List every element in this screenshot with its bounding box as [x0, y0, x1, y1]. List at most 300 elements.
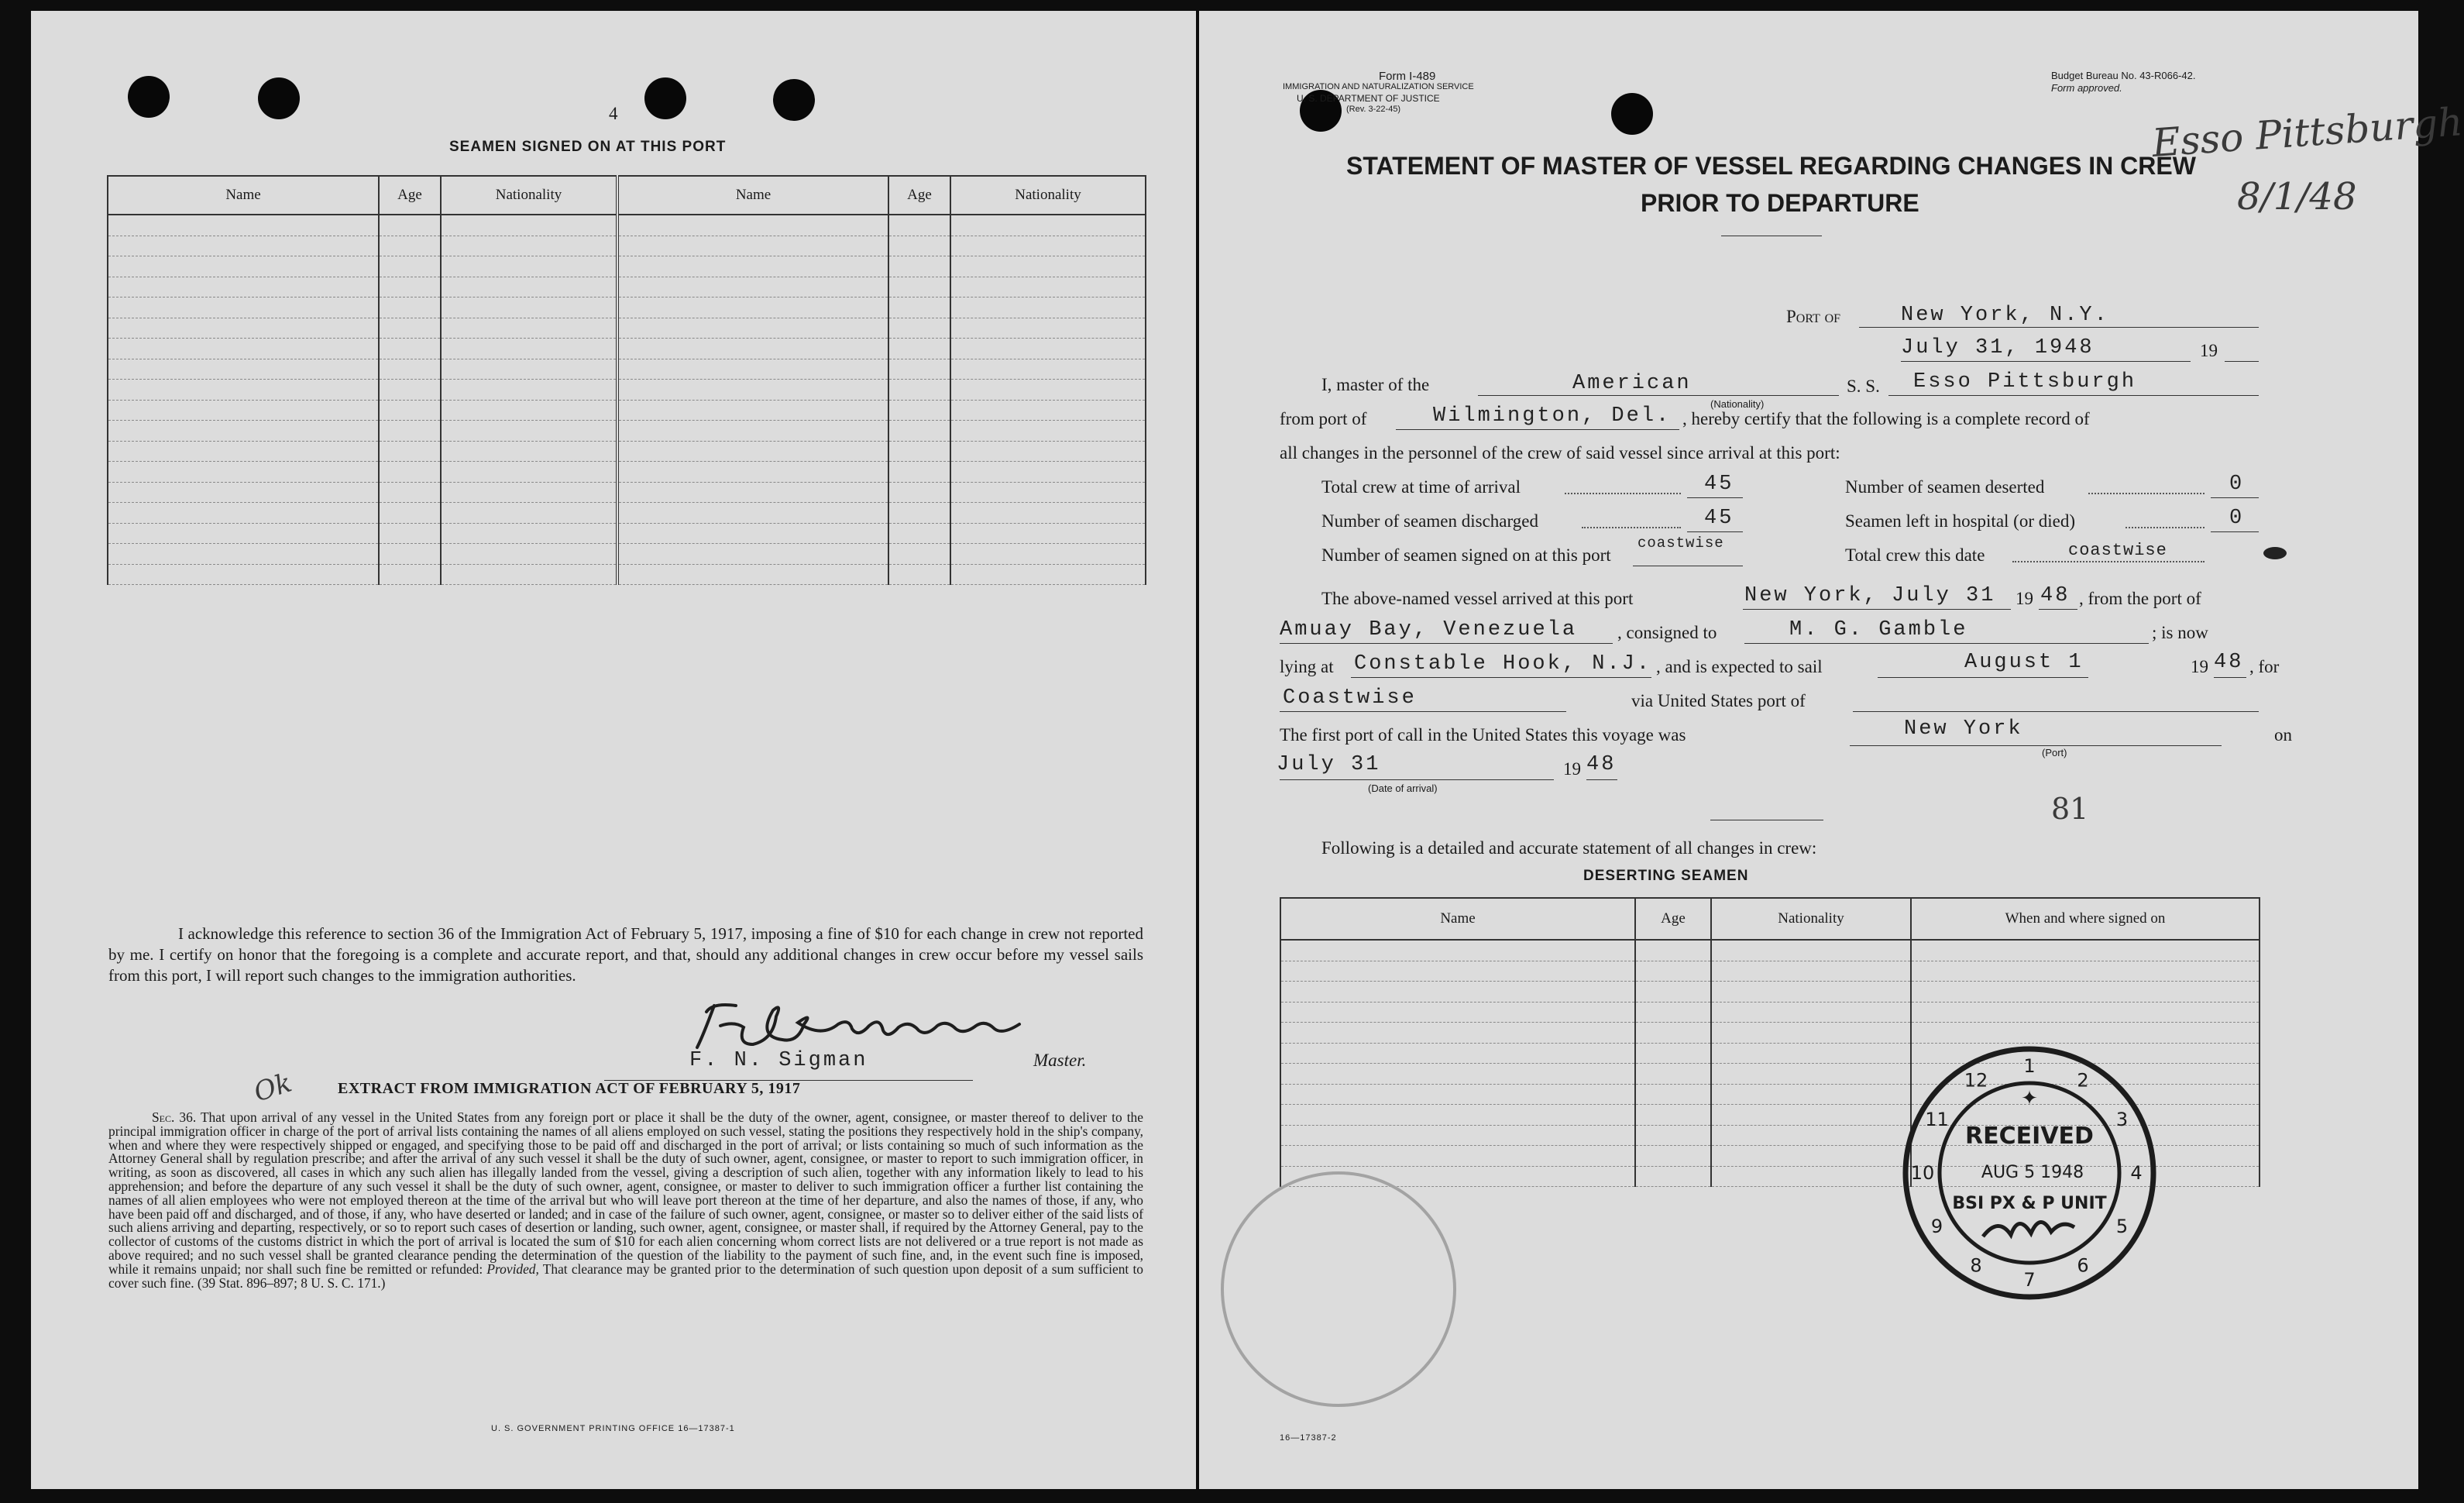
svg-text:✦: ✦: [2021, 1087, 2038, 1110]
stamp-digit: 12: [1964, 1069, 1988, 1092]
stamp-received-text: RECEIVED: [1965, 1123, 2094, 1150]
table-cell[interactable]: [1711, 1023, 1911, 1044]
column-header-nationality: Nationality: [1711, 898, 1911, 940]
from-the-port-label: , from the port of: [2079, 589, 2201, 608]
table-row: [108, 380, 1146, 401]
from-port-line: [1396, 429, 1679, 430]
is-now-label: ; is now: [2152, 623, 2208, 642]
arrived-year-line: [2039, 609, 2077, 610]
table-cell[interactable]: [1635, 1125, 1711, 1146]
table-cell[interactable]: [1635, 1084, 1711, 1105]
table-cell[interactable]: [441, 482, 617, 503]
column-header-nationality: Nationality: [950, 176, 1146, 215]
table-cell[interactable]: [1911, 961, 2260, 982]
table-row: [108, 339, 1146, 359]
table-cell[interactable]: [617, 441, 888, 462]
nationality-line: [1478, 395, 1839, 396]
page-number: 4: [609, 104, 618, 123]
leader-dots: [2012, 561, 2205, 562]
table-cell[interactable]: [379, 256, 441, 277]
table-cell[interactable]: [379, 544, 441, 565]
column-header-name: Name: [108, 176, 379, 215]
table-cell[interactable]: [1635, 1023, 1711, 1044]
port-line: [1859, 327, 2259, 328]
table-cell[interactable]: [950, 400, 1146, 421]
table-cell[interactable]: [379, 564, 441, 585]
nationality-value: American: [1572, 372, 1692, 395]
table-cell[interactable]: [1635, 1002, 1711, 1023]
column-header-name: Name: [617, 176, 888, 215]
sail-date-line: [1878, 677, 2088, 678]
table-cell[interactable]: [888, 256, 950, 277]
leader-dots: [1582, 527, 1681, 528]
table-cell[interactable]: [617, 482, 888, 503]
table-cell[interactable]: [379, 441, 441, 462]
leader-dots: [2126, 527, 2205, 528]
page-mark: 81: [2051, 792, 2089, 826]
table-cell[interactable]: [950, 236, 1146, 256]
origin-port: Amuay Bay, Venezuela: [1280, 618, 1578, 641]
table-cell[interactable]: [950, 441, 1146, 462]
seamen-signed-rows: [108, 215, 1146, 585]
table-cell[interactable]: [1280, 1064, 1635, 1085]
table-cell[interactable]: [1711, 1043, 1911, 1064]
table-cell[interactable]: [379, 523, 441, 544]
agency-line-1: IMMIGRATION AND NATURALIZATION SERVICE: [1283, 82, 1474, 91]
stamp-digit: 6: [2077, 1254, 2089, 1277]
seamen-discharged-label: Number of seamen discharged: [1321, 511, 1538, 531]
table-cell[interactable]: [379, 298, 441, 318]
table-cell[interactable]: [108, 256, 379, 277]
seamen-signed-heading: SEAMEN SIGNED ON AT THIS PORT: [449, 139, 727, 155]
table-cell[interactable]: [950, 277, 1146, 298]
on-label: on: [2274, 725, 2292, 745]
leader-dots: [2088, 493, 2205, 494]
table-cell[interactable]: [950, 256, 1146, 277]
sail-date: August 1: [1964, 651, 2084, 674]
port-value: New York, N.Y.: [1901, 304, 2109, 327]
table-cell[interactable]: [888, 400, 950, 421]
expected-label: , and is expected to sail: [1656, 657, 1823, 676]
faint-stamp-impression: [1277, 1173, 1455, 1390]
table-cell[interactable]: [617, 298, 888, 318]
table-cell[interactable]: [108, 503, 379, 524]
table-cell[interactable]: [888, 544, 950, 565]
stamp-digit: 5: [2115, 1216, 2129, 1237]
leader-dots: [1565, 493, 1681, 494]
form-number: Form I-489: [1379, 70, 1436, 83]
table-cell[interactable]: [108, 421, 379, 442]
following-text: Following is a detailed and accurate statement of all changes in crew:: [1321, 838, 1817, 858]
table-cell[interactable]: [108, 236, 379, 256]
table-cell[interactable]: [1635, 1064, 1711, 1085]
table-cell[interactable]: [1280, 1146, 1635, 1167]
table-cell[interactable]: [950, 564, 1146, 585]
table-cell[interactable]: [108, 298, 379, 318]
master-label: Master.: [1033, 1051, 1087, 1070]
table-cell[interactable]: [888, 503, 950, 524]
table-row: [108, 318, 1146, 339]
table-cell[interactable]: [617, 564, 888, 585]
table-cell[interactable]: [617, 503, 888, 524]
arrival-year-line: [1586, 779, 1617, 780]
date-of-arrival-caption: (Date of arrival): [1368, 782, 1438, 794]
table-cell[interactable]: [1280, 1002, 1635, 1023]
table-cell[interactable]: [888, 318, 950, 339]
table-cell[interactable]: [1711, 1125, 1911, 1146]
deserting-seamen-heading: DESERTING SEAMEN: [1583, 868, 1749, 884]
table-cell[interactable]: [379, 215, 441, 236]
extract-section: Sec. 36.: [152, 1109, 197, 1125]
seamen-deserted-value: 0: [2229, 473, 2245, 496]
total-crew-arrival-line: [1687, 497, 1743, 498]
table-row: [108, 400, 1146, 421]
port-label: Port of: [1786, 307, 1841, 326]
table-cell[interactable]: [441, 380, 617, 401]
table-cell[interactable]: [441, 339, 617, 359]
table-cell[interactable]: [379, 236, 441, 256]
table-cell[interactable]: [950, 359, 1146, 380]
via-label: via United States port of: [1631, 691, 1806, 710]
column-header-age: Age: [1635, 898, 1711, 940]
table-cell[interactable]: [888, 298, 950, 318]
table-cell[interactable]: [441, 256, 617, 277]
left-hospital-line: [2211, 531, 2259, 532]
left-hospital-label: Seamen left in hospital (or died): [1845, 511, 2076, 531]
table-cell[interactable]: [441, 503, 617, 524]
form-approved: Form approved.: [2051, 82, 2122, 94]
printer-imprint: 16—17387-2: [1280, 1433, 1337, 1443]
table-cell[interactable]: [1711, 1146, 1911, 1167]
stamp-digit: 3: [2115, 1109, 2129, 1130]
column-header-nationality: Nationality: [441, 176, 617, 215]
received-stamp: [1882, 1034, 2177, 1312]
table-cell[interactable]: [108, 441, 379, 462]
table-cell[interactable]: [1911, 1002, 2260, 1023]
seamen-deserted-line: [2211, 497, 2259, 498]
seamen-signed-table: [107, 175, 1146, 585]
table-cell[interactable]: [1635, 961, 1711, 982]
handwritten-vessel-name: Esso Pittsburgh: [2150, 99, 2464, 166]
table-cell[interactable]: [379, 462, 441, 483]
table-cell[interactable]: [888, 523, 950, 544]
table-cell[interactable]: [888, 359, 950, 380]
lying-at-line: [1351, 677, 1651, 678]
column-header-name: Name: [1280, 898, 1635, 940]
table-cell[interactable]: [1280, 1125, 1635, 1146]
agency-line-2: U. S. DEPARTMENT OF JUSTICE: [1297, 93, 1440, 104]
table-cell[interactable]: [1635, 1166, 1711, 1187]
deserting-header-row: [1280, 898, 2260, 940]
table-cell[interactable]: [108, 318, 379, 339]
destination-line: [1280, 711, 1566, 712]
sail-year-line: [2214, 677, 2246, 678]
table-cell[interactable]: [1711, 1105, 1911, 1126]
arrived-date: July 31: [1892, 584, 1996, 607]
table-cell[interactable]: [617, 421, 888, 442]
table-cell[interactable]: [888, 564, 950, 585]
table-cell[interactable]: [441, 359, 617, 380]
table-row: [108, 236, 1146, 256]
date-value: July 31, 1948: [1901, 336, 2095, 359]
arrived-port: New York,: [1744, 584, 1878, 607]
table-row: [108, 441, 1146, 462]
table-cell[interactable]: [1911, 940, 2260, 961]
table-cell[interactable]: [108, 380, 379, 401]
lying-at-label: lying at: [1280, 657, 1334, 676]
lying-at-value: Constable Hook, N.J.: [1354, 652, 1652, 676]
table-cell[interactable]: [1280, 1023, 1635, 1044]
vessel-name: Esso Pittsburgh: [1913, 370, 2137, 394]
stamp-digit: 8: [1970, 1254, 1982, 1277]
table-cell[interactable]: [950, 544, 1146, 565]
table-cell[interactable]: [950, 503, 1146, 524]
table-cell[interactable]: [108, 400, 379, 421]
table-cell[interactable]: [379, 421, 441, 442]
arrived-year-prefix: 19: [2016, 589, 2033, 608]
printer-imprint: U. S. GOVERNMENT PRINTING OFFICE 16—17387-1: [491, 1424, 735, 1433]
sail-year-prefix: 19: [2191, 657, 2208, 676]
table-cell[interactable]: [441, 523, 617, 544]
table-cell[interactable]: [950, 482, 1146, 503]
extract-body: That upon arrival of any vessel in the United States from any foreign port or place it shall be the duty of the owner, agent, consignee, or master thereof to deliver to the principal immigration officer in charge of the port of arrival lists containing the names of all aliens employed on such vessel, stating the positions they respectively hold in the ship's company, when and where they were respectively shipped or engaged, and specifying those to be paid off and discharged in the port of arrival; or lists containing so much of such information as the Attorney General shall by regulation prescribe; and after the arrival of any such vessel it shall be the duty of such owner, agent, consignee, or master to report to such immigration officer, in writing, as soon as discovered, all cases in which any such alien has illegally landed from the vessel, giving a description of such alien, together with any information likely to lead to his apprehension; and before the departure of any such vessel it shall be the duty of such owner, agent, consignee, or master to deliver to such immigration officer a further list containing the names of all alien employees who were not employed thereon at the time of the arrival but who will leave port thereon at the time of her departure, and also the names of those, if any, who have been paid off and discharged, and of those, if any, who have deserted or landed; and in case of the failure of such owner, agent, consignee, or master so to deliver either of the said lists of such aliens arriving and departing, respectively, or so to report such cases of desertion or landing, such owner, agent, consignee, or master shall, if required by the Attorney General, pay to the collector of customs of the customs district in which the port of arrival is located the sum of $10 for each alien concerning whom correct lists are not delivered or a true report is not made as above required; and no such vessel shall be granted clearance pending the determination of the question of the liability to the payment of such fine, and, in the event such fine is imposed, while it remains unpaid; nor shall such fine be remitted or refunded:: [108, 1109, 1143, 1277]
table-cell[interactable]: [1711, 940, 1911, 961]
table-cell[interactable]: [1635, 940, 1711, 961]
arrival-year: 48: [1586, 753, 1617, 776]
form-title-line-1: STATEMENT OF MASTER OF VESSEL REGARDING CHANGES IN CREW: [1346, 152, 2196, 180]
arrival-date-line: [1280, 779, 1554, 780]
table-cell[interactable]: [1280, 1084, 1635, 1105]
table-cell[interactable]: [108, 564, 379, 585]
extract-end: That clearance may be granted prior to the determination of such question upon deposit of a sum sufficient to cover such fine. (39 Stat. 896–897; 8 U. S. C. 171.): [108, 1261, 1143, 1291]
table-cell[interactable]: [888, 215, 950, 236]
table-cell[interactable]: [1711, 1166, 1911, 1187]
table-row: [108, 462, 1146, 483]
signed-on-label: Number of seamen signed on at this port: [1321, 545, 1611, 565]
table-cell[interactable]: [379, 380, 441, 401]
table-cell[interactable]: [1635, 1146, 1711, 1167]
consignee-line: [1744, 643, 2149, 644]
table-cell[interactable]: [1280, 961, 1635, 982]
table-cell[interactable]: [888, 380, 950, 401]
table-cell[interactable]: [1635, 1105, 1711, 1126]
table-cell[interactable]: [888, 482, 950, 503]
table-cell[interactable]: [441, 544, 617, 565]
table-cell[interactable]: [950, 462, 1146, 483]
table-cell[interactable]: [950, 339, 1146, 359]
seamen-deserted-label: Number of seamen deserted: [1845, 477, 2045, 497]
port-caption: (Port): [2042, 747, 2067, 758]
ink-blot: [2263, 547, 2287, 559]
table-cell[interactable]: [441, 298, 617, 318]
budget-bureau-number: Budget Bureau No. 43-R066-42.: [2051, 70, 2196, 81]
master-signature: [666, 989, 1069, 1058]
table-cell[interactable]: [108, 215, 379, 236]
table-row: [108, 523, 1146, 544]
table-cell[interactable]: [108, 339, 379, 359]
table-cell[interactable]: [950, 215, 1146, 236]
table-cell[interactable]: [1280, 1105, 1635, 1126]
table-cell[interactable]: [379, 359, 441, 380]
table-row: [1280, 940, 2260, 961]
table-cell[interactable]: [108, 544, 379, 565]
table-cell[interactable]: [617, 277, 888, 298]
punch-hole: [258, 77, 300, 119]
consignee: M. G. Gamble: [1789, 618, 1968, 641]
extract-text: [108, 1111, 1143, 1290]
table-cell[interactable]: [950, 298, 1146, 318]
table-row: [108, 359, 1146, 380]
total-crew-date-value: coastwise: [2068, 541, 2167, 560]
extract-provided: Provided,: [486, 1261, 539, 1277]
first-port-text: The first port of call in the United States this voyage was: [1280, 725, 1686, 745]
table-cell[interactable]: [441, 400, 617, 421]
table-cell[interactable]: [1635, 982, 1711, 1003]
table-cell[interactable]: [617, 256, 888, 277]
table-cell[interactable]: [617, 400, 888, 421]
table-cell[interactable]: [888, 236, 950, 256]
table-cell[interactable]: [1711, 1002, 1911, 1023]
date-line: [1901, 361, 2191, 362]
date-century: 19: [2200, 341, 2218, 360]
table-row: [108, 277, 1146, 298]
table-cell[interactable]: [441, 462, 617, 483]
table-cell[interactable]: [1711, 1084, 1911, 1105]
table-cell[interactable]: [888, 277, 950, 298]
table-cell[interactable]: [617, 318, 888, 339]
date-year-line: [2225, 361, 2259, 362]
table-cell[interactable]: [108, 277, 379, 298]
table-cell[interactable]: [1280, 1043, 1635, 1064]
stamp-date-text: AUG 5 1948: [1981, 1163, 2084, 1182]
table-cell[interactable]: [379, 339, 441, 359]
typed-master-name: F. N. Sigman: [689, 1049, 868, 1072]
left-hospital-value: 0: [2229, 507, 2245, 530]
column-header-when-where: When and where signed on: [1911, 898, 2260, 940]
stamp-digit: 4: [2130, 1162, 2143, 1184]
stamp-digit: 7: [2023, 1269, 2036, 1291]
sail-year: 48: [2214, 651, 2244, 674]
table-cell[interactable]: [950, 523, 1146, 544]
form-revision: (Rev. 3-22-45): [1346, 105, 1401, 114]
table-cell[interactable]: [888, 441, 950, 462]
table-row: [108, 564, 1146, 585]
table-cell[interactable]: [1635, 1043, 1711, 1064]
form-title-line-2: PRIOR TO DEPARTURE: [1641, 189, 1919, 217]
table-row: [108, 421, 1146, 442]
master-of-label: I, master of the: [1321, 375, 1430, 394]
table-cell[interactable]: [1911, 982, 2260, 1003]
punch-hole: [128, 76, 170, 118]
table-cell[interactable]: [108, 462, 379, 483]
table-row: [108, 503, 1146, 524]
stamp-digit: 9: [1930, 1216, 1943, 1237]
table-cell[interactable]: [1711, 961, 1911, 982]
table-cell[interactable]: [1711, 1064, 1911, 1085]
table-cell[interactable]: [441, 421, 617, 442]
seamen-signed-header-row: [108, 176, 1146, 215]
table-row: [108, 256, 1146, 277]
table-cell[interactable]: [441, 318, 617, 339]
table-cell[interactable]: [617, 359, 888, 380]
certify-text: , hereby certify that the following is a complete record of: [1682, 409, 2090, 428]
table-cell[interactable]: [108, 482, 379, 503]
via-line: [1853, 711, 2259, 712]
arrived-text: The above-named vessel arrived at this port: [1321, 589, 1634, 608]
table-cell[interactable]: [379, 503, 441, 524]
table-row: [108, 215, 1146, 236]
table-cell[interactable]: [1711, 982, 1911, 1003]
table-cell[interactable]: [950, 421, 1146, 442]
table-cell[interactable]: [441, 215, 617, 236]
vessel-line: [1888, 395, 2259, 396]
table-cell[interactable]: [379, 318, 441, 339]
table-cell[interactable]: [950, 318, 1146, 339]
total-crew-arrival-label: Total crew at time of arrival: [1321, 477, 1521, 497]
stamp-unit-text: BSI PX & P UNIT: [1952, 1194, 2107, 1213]
table-row: [108, 544, 1146, 565]
for-label: , for: [2249, 657, 2280, 676]
table-cell[interactable]: [888, 462, 950, 483]
extract-title: EXTRACT FROM IMMIGRATION ACT OF FEBRUARY 5, 1917: [338, 1080, 801, 1097]
table-cell[interactable]: [888, 421, 950, 442]
table-cell[interactable]: [108, 523, 379, 544]
origin-port-line: [1280, 643, 1613, 644]
table-cell[interactable]: [379, 482, 441, 503]
seamen-discharged-line: [1687, 531, 1743, 532]
first-port-line: [1850, 745, 2222, 746]
table-cell[interactable]: [379, 277, 441, 298]
column-header-age: Age: [379, 176, 441, 215]
arrived-port-line: [1743, 609, 2011, 610]
table-row: [108, 298, 1146, 318]
handwritten-date: 8/1/48: [2237, 175, 2357, 218]
right-page: [1199, 11, 2464, 1489]
table-row: [1280, 1002, 2260, 1023]
column-header-age: Age: [888, 176, 950, 215]
table-cell[interactable]: [441, 564, 617, 585]
table-cell[interactable]: [617, 523, 888, 544]
table-cell[interactable]: [617, 339, 888, 359]
stamp-digit: 10: [1910, 1162, 1935, 1184]
table-cell[interactable]: [617, 215, 888, 236]
table-cell[interactable]: [617, 544, 888, 565]
seamen-discharged-value: 45: [1704, 507, 1734, 530]
table-cell[interactable]: [441, 236, 617, 256]
punch-hole: [773, 79, 815, 121]
total-crew-date-label: Total crew this date: [1845, 545, 1985, 565]
table-cell[interactable]: [617, 380, 888, 401]
total-crew-arrival-value: 45: [1704, 473, 1734, 496]
table-cell[interactable]: [379, 400, 441, 421]
ss-label: S. S.: [1847, 377, 1880, 396]
stamp-digit: 2: [2077, 1069, 2089, 1092]
table-cell[interactable]: [1280, 982, 1635, 1003]
table-cell[interactable]: [888, 339, 950, 359]
left-page: [31, 11, 1196, 1489]
table-cell[interactable]: [441, 441, 617, 462]
table-cell[interactable]: [1280, 940, 1635, 961]
table-cell[interactable]: [617, 462, 888, 483]
table-cell[interactable]: [950, 380, 1146, 401]
table-row: [108, 482, 1146, 503]
table-cell[interactable]: [617, 236, 888, 256]
arrival-date-value: July 31: [1277, 753, 1381, 776]
from-port-value: Wilmington, Del.: [1433, 404, 1672, 428]
arrival-year-prefix: 19: [1563, 759, 1581, 779]
table-cell[interactable]: [108, 359, 379, 380]
table-cell[interactable]: [441, 277, 617, 298]
